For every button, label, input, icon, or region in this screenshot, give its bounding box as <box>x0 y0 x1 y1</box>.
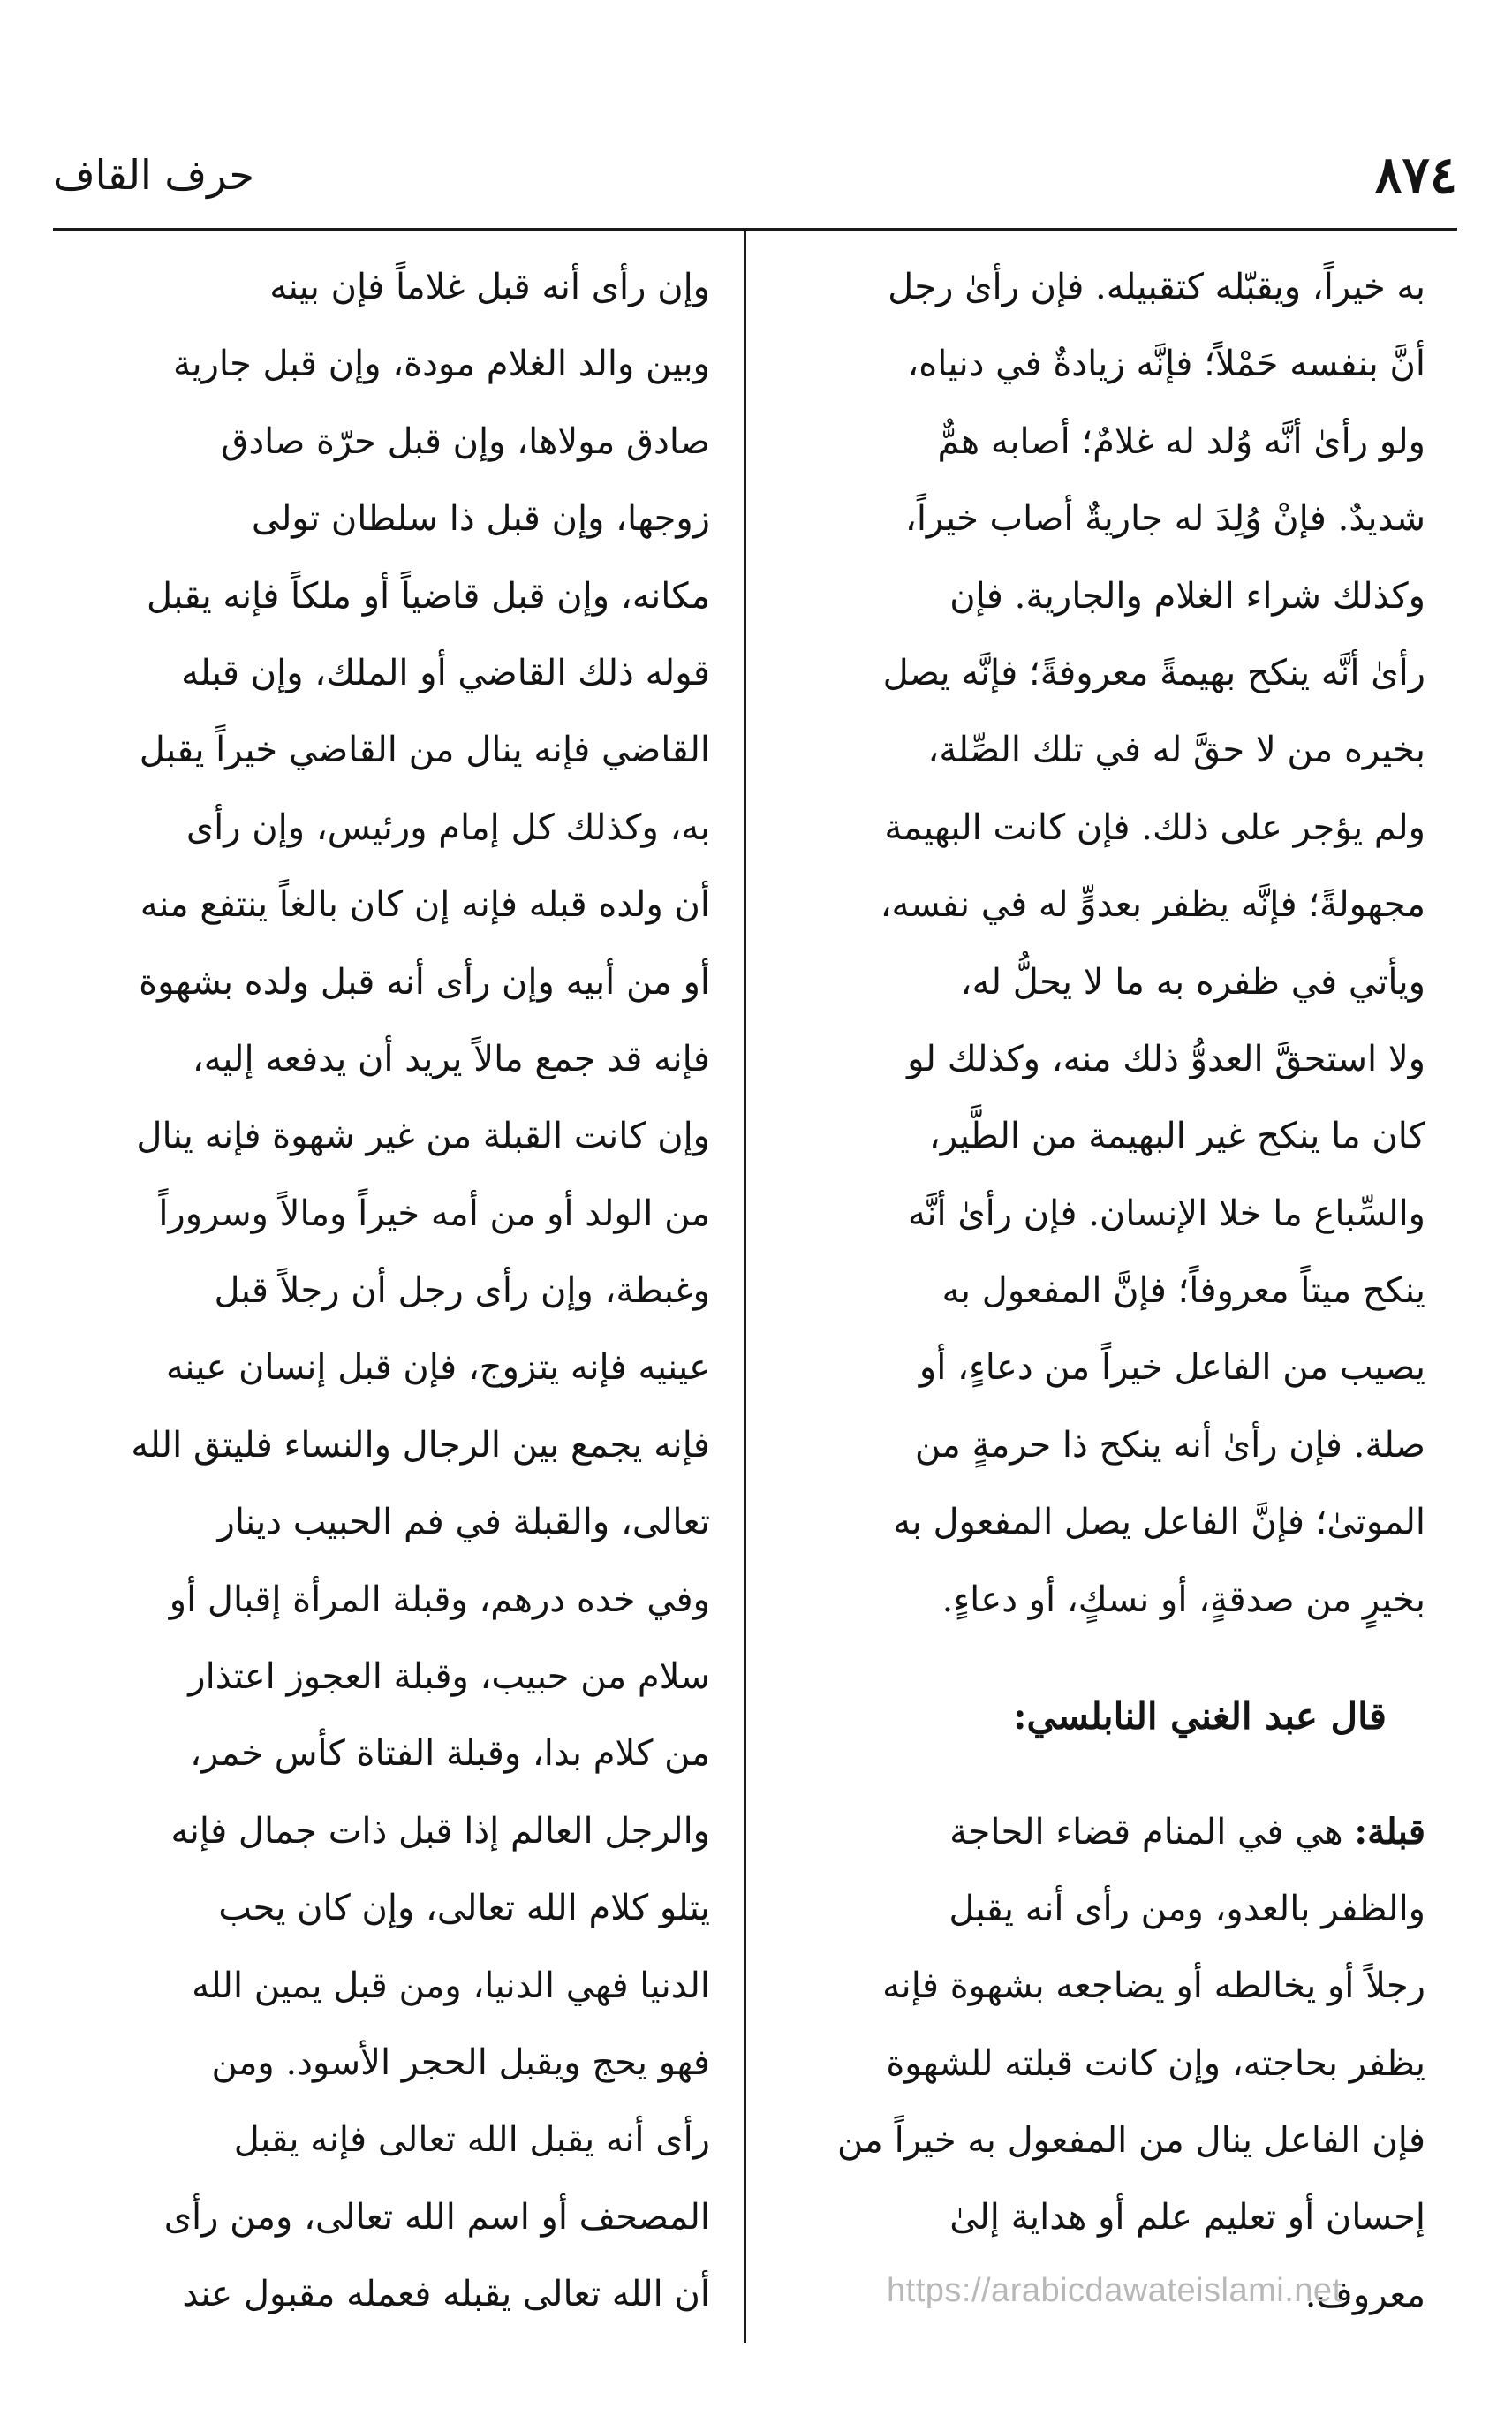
running-head: حرف القاف <box>53 151 254 199</box>
text-line: وبين والد الغلام مودة، وإن قبل جارية <box>173 344 710 385</box>
text-line: إحسان أو تعليم علم أو هداية إلىٰ <box>949 2197 1425 2238</box>
text-line: والسِّباع ما خلا الإنسان. فإن رأىٰ أنَّه <box>907 1193 1425 1234</box>
entry-term: قبلة: <box>1354 1811 1425 1853</box>
page-header <box>53 140 1457 210</box>
text-line: أن ولده قبله فإنه إن كان بالغاً ينتفع منه <box>140 884 710 926</box>
text-line: يتلو كلام الله تعالى، وإن كان يحب <box>218 1888 710 1929</box>
text-line: تعالى، والقبلة في فم الحبيب دينار <box>217 1502 710 1543</box>
text-line: صلة. فإن رأىٰ أنه ينكح ذا حرمةٍ من <box>914 1424 1425 1466</box>
text-line: فإن الفاعل ينال من المفعول به خيراً من <box>836 2119 1425 2161</box>
text-line: الدنيا فهي الدنيا، ومن قبل يمين الله <box>192 1965 710 2006</box>
text-line: بخيره من لا حقَّ له في تلك الصِّلة، <box>927 730 1425 771</box>
text-line: من كلام بدا، وقبلة الفتاة كأس خمر، <box>190 1733 710 1775</box>
text-line: معروف. <box>1304 2274 1425 2315</box>
text-line: بخيرٍ من صدقةٍ، أو نسكٍ، أو دعاءٍ. <box>941 1579 1425 1620</box>
text-line: الموتىٰ؛ فإنَّ الفاعل يصل المفعول به <box>893 1502 1425 1543</box>
text-line: يصيب من الفاعل خيراً من دعاءٍ، أو <box>919 1347 1425 1389</box>
text-line: أو من أبيه وإن رأى أنه قبل ولده بشهوة <box>139 961 710 1003</box>
text-line: عينيه فإنه يتزوج، فإن قبل إنسان عينه <box>165 1347 710 1389</box>
text-line: وإن رأى أنه قبل غلاماً فإن بينه <box>269 267 710 307</box>
entry-first-line-text: هي في المنام قضاء الحاجة <box>949 1812 1355 1853</box>
entry-first-line <box>781 1793 1425 1870</box>
left-column <box>67 249 710 2334</box>
text-line: ينكح ميتاً معروفاً؛ فإنَّ المفعول به <box>941 1270 1425 1312</box>
text-line: القاضي فإنه ينال من القاضي خيراً يقبل <box>139 730 710 771</box>
text-line: يظفر بحاجته، وإن كانت قبلته للشهوة <box>886 2042 1425 2084</box>
text-line: ولو رأىٰ أنَّه وُلد له غلامٌ؛ أصابه همٌّ <box>937 420 1425 462</box>
text-line: كان ما ينكح غير البهيمة من الطَّير، <box>928 1116 1425 1157</box>
text-line: أنَّ بنفسه حَمْلاً؛ فإنَّه زيادةٌ في دنياه، <box>907 344 1425 385</box>
text-line: ويأتي في ظفره به ما لا يحلُّ له، <box>960 961 1425 1003</box>
text-line: قوله ذلك القاضي أو الملك، وإن قبله <box>181 652 710 693</box>
text-line: به خيراً، ويقبّله كتقبيله. فإن رأىٰ رجل <box>888 267 1425 307</box>
text-line: مجهولةً؛ فإنَّه يظفر بعدوٍّ له في نفسه، <box>880 884 1425 926</box>
text-line: فإنه يجمع بين الرجال والنساء فليتق الله <box>131 1424 710 1466</box>
text-line: وغبطة، وإن رأى رجل أن رجلاً قبل <box>214 1270 710 1312</box>
text-line: والرجل العالم إذا قبل ذات جمال فإنه <box>170 1810 710 1852</box>
section-heading: قال عبد الغني النابلسي: <box>1013 1694 1387 1738</box>
text-line: رجلاً أو يخالطه أو يضاجعه بشهوة فإنه <box>882 1966 1425 2007</box>
text-line: ولم يؤجر على ذلك. فإن كانت البهيمة <box>884 807 1425 848</box>
text-line: المصحف أو اسم الله تعالى، ومن رأى <box>163 2196 710 2238</box>
text-line: سلام من حبيب، وقبلة العجوز اعتذار <box>188 1656 710 1698</box>
text-line: وكذلك شراء الغلام والجارية. فإن <box>949 575 1425 617</box>
right-column <box>781 249 1425 2334</box>
text-line: رأى أنه يقبل الله تعالى فإنه يقبل <box>233 2119 710 2161</box>
text-line: فإنه قد جمع مالاً يريد أن يدفعه إليه، <box>192 1038 710 1079</box>
text-line: رأىٰ أنَّه ينكح بهيمةً معروفةً؛ فإنَّه يصل <box>882 652 1425 693</box>
text-line: شديدٌ. فإنْ وُلِدَ له جاريةٌ أصاب خيراً، <box>904 498 1425 540</box>
text-line: من الولد أو من أمه خيراً ومالاً وسروراً <box>158 1193 710 1234</box>
text-line: أن الله تعالى يقبله فعمله مقبول عند <box>182 2274 710 2315</box>
column-divider <box>744 231 746 2343</box>
text-line: وفي خده درهم، وقبلة المرأة إقبال أو <box>169 1579 710 1620</box>
watermark-url: https://arabicdawateislami.net <box>887 2272 1342 2309</box>
text-line: وإن كانت القبلة من غير شهوة فإنه ينال <box>136 1116 710 1157</box>
text-line: صادق مولاها، وإن قبل حرّة صادق <box>221 420 710 462</box>
page-number: ٨٧٤ <box>1374 145 1457 205</box>
text-line: زوجها، وإن قبل ذا سلطان تولى <box>251 498 710 540</box>
text-line: مكانه، وإن قبل قاضياً أو ملكاً فإنه يقبل <box>146 575 710 617</box>
text-line: والظفر بالعدو، ومن رأى أنه يقبل <box>949 1888 1425 1929</box>
header-rule <box>53 228 1457 231</box>
text-line: به، وكذلك كل إمام ورئيس، وإن رأى <box>185 807 710 848</box>
text-line: ولا استحقَّ العدوُّ ذلك منه، وكذلك لو <box>907 1038 1425 1079</box>
text-line: فهو يحج ويقبل الحجر الأسود. ومن <box>211 2041 710 2083</box>
